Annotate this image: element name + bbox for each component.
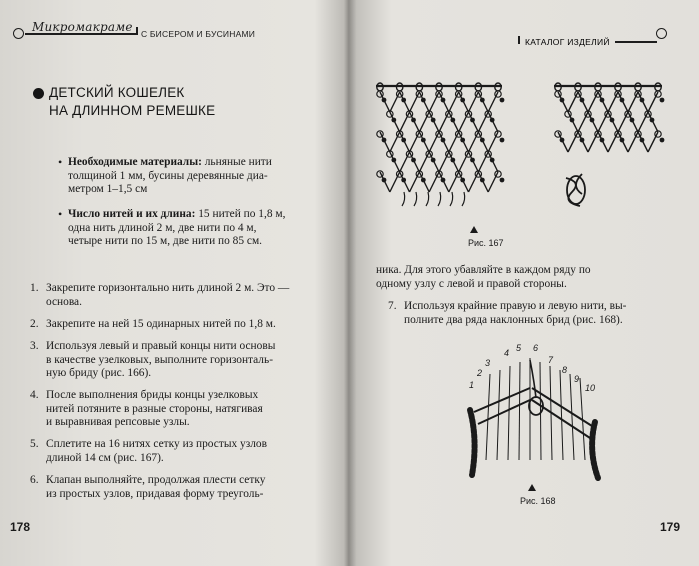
step-text: нитей потяните в разные стороны, натягивая — [46, 402, 263, 415]
bead — [500, 138, 505, 143]
net-thread — [419, 152, 429, 172]
step-text: После выполнения бриды концы узелковых — [46, 389, 259, 401]
holding-cord-right — [592, 422, 598, 478]
net-thread — [469, 132, 479, 152]
bead — [441, 138, 446, 143]
continuation-text — [376, 264, 686, 291]
bead — [431, 118, 436, 123]
bead — [382, 98, 387, 103]
net-thread — [449, 92, 459, 112]
net-thread — [588, 132, 598, 152]
overhand-knot — [377, 171, 383, 177]
net-thread — [478, 152, 488, 172]
bead — [480, 178, 485, 183]
thread-label: 5 — [516, 343, 522, 353]
net-thread — [449, 132, 459, 152]
threads-text: четыре нити по 15 м, две нити по 85 см. — [68, 235, 263, 248]
overhand-knot — [377, 91, 383, 97]
header-ring-icon — [13, 28, 24, 39]
overhand-knot — [377, 131, 383, 137]
net-thread — [578, 112, 588, 132]
bead — [480, 98, 485, 103]
bead — [431, 158, 436, 163]
loose-thread — [438, 192, 441, 206]
bead — [560, 138, 565, 143]
working-thread — [519, 362, 520, 460]
page-number: 178 — [10, 520, 31, 534]
bead — [441, 98, 446, 103]
bead — [640, 138, 645, 143]
holding-cord-left — [470, 410, 475, 475]
bead — [580, 138, 585, 143]
bead — [401, 138, 406, 143]
net-thread — [648, 92, 658, 112]
bead — [382, 138, 387, 143]
loose-thread — [414, 192, 417, 206]
figure-168-diagonal-brides — [460, 340, 610, 485]
step-text: длиной 14 см (рис. 167). — [46, 451, 164, 464]
loose-thread — [426, 192, 429, 206]
bead — [660, 98, 665, 103]
loose-thread — [450, 192, 453, 206]
net-thread — [648, 132, 658, 152]
net-thread — [439, 152, 449, 172]
catalog-label: КАТАЛОГ ИЗДЕЛИЙ — [525, 37, 610, 47]
bead — [470, 118, 475, 123]
net-thread — [588, 92, 598, 112]
header-ring-icon — [656, 28, 667, 39]
overhand-knot — [635, 91, 641, 97]
bead — [490, 118, 495, 123]
working-thread — [486, 374, 490, 460]
bead — [570, 118, 575, 123]
bead — [620, 98, 625, 103]
net-thread — [400, 112, 410, 132]
right-page — [352, 0, 699, 566]
threads-label: Число нитей и их длина: — [68, 208, 196, 220]
bead — [460, 178, 465, 183]
pointer-triangle-icon — [470, 226, 478, 233]
step-number: 6. — [30, 474, 39, 486]
bead — [421, 98, 426, 103]
net-thread — [390, 132, 400, 152]
bead — [450, 118, 455, 123]
step-text: Используя крайние правую и левую нити, вы- — [404, 300, 627, 312]
materials-text: метром 1–1,5 см — [68, 183, 148, 196]
net-thread — [419, 112, 429, 132]
net-thread — [410, 172, 420, 192]
overhand-knot — [655, 91, 661, 97]
bead — [450, 158, 455, 163]
net-thread — [568, 92, 578, 112]
figure-168-caption: Рис. 168 — [520, 496, 556, 506]
bead — [460, 138, 465, 143]
overhand-knot — [595, 91, 601, 97]
bead — [421, 138, 426, 143]
overhand-knot — [555, 91, 561, 97]
figure-167-knot — [552, 78, 667, 208]
step-text: Сплетите на 16 нитях сетку из простых узлов — [46, 438, 267, 450]
thread-label: 8 — [562, 365, 568, 375]
step-text: ную бриду (рис. 166). — [46, 367, 152, 380]
net-thread — [390, 92, 400, 112]
materials-item — [58, 155, 333, 197]
overhand-knot — [475, 91, 481, 97]
bullet-dot-icon: • — [58, 207, 63, 221]
step-text: в качестве узелковых, выполните горизонталь- — [46, 353, 273, 366]
bead — [401, 178, 406, 183]
bead — [600, 138, 605, 143]
net-thread — [390, 172, 400, 192]
overhand-knot — [455, 91, 461, 97]
header-rule-tick — [136, 27, 138, 35]
bead — [490, 158, 495, 163]
net-thread — [488, 132, 498, 152]
bead — [411, 158, 416, 163]
bead — [580, 98, 585, 103]
bead — [391, 158, 396, 163]
step-text: полните два ряда наклонных брид (рис. 168). — [404, 313, 623, 326]
step-text: Клапан выполняйте, продолжая плести сетку — [46, 474, 266, 486]
loose-thread — [462, 192, 465, 206]
step-number: 7. — [388, 300, 397, 312]
step-text: Закрепите горизонтально нить длиной 2 м. Это — — [46, 282, 290, 294]
bullet-dot-icon: • — [58, 155, 63, 169]
net-thread — [488, 172, 498, 192]
threads-item — [58, 207, 333, 249]
net-thread — [459, 152, 469, 172]
thread-label: 6 — [533, 343, 539, 353]
overhand-knot — [495, 91, 501, 97]
page-number: 179 — [660, 520, 681, 534]
overhand-knot — [575, 91, 581, 97]
net-thread — [400, 152, 410, 172]
thread-label: 10 — [585, 383, 596, 393]
title-bullet — [33, 88, 44, 99]
bead — [650, 118, 655, 123]
net-thread — [449, 172, 459, 192]
thread-label: 2 — [477, 368, 483, 378]
article-title — [49, 84, 215, 120]
bead — [630, 118, 635, 123]
net-thread — [488, 92, 498, 112]
overhand-knot — [555, 131, 561, 137]
knot-strand — [576, 174, 582, 194]
bead — [470, 158, 475, 163]
pointer-triangle-icon — [528, 484, 536, 491]
net-thread — [608, 92, 618, 112]
thread-label: 3 — [485, 358, 491, 368]
net-thread — [439, 112, 449, 132]
bead — [480, 138, 485, 143]
net-thread — [429, 132, 439, 152]
diagonal-bride — [474, 388, 530, 412]
net-thread — [628, 132, 638, 152]
article-title-line-2: НА ДЛИННОМ РЕМЕШКЕ — [49, 103, 216, 118]
knotting-thread — [530, 360, 536, 398]
net-thread — [618, 112, 628, 132]
threads-text: одна нить длиной 2 м, две нити по 4 м, — [68, 221, 257, 234]
left-page — [0, 0, 344, 566]
net-thread — [608, 132, 618, 152]
step-text: Закрепите на ней 15 одинарных нитей по 1,8 м. — [46, 318, 276, 330]
working-thread — [560, 370, 563, 460]
overhand-knot — [396, 91, 402, 97]
series-subtitle: С БИСЕРОМ И БУСИНАМИ — [141, 29, 256, 39]
continuation-line: ника. Для этого убавляйте в каждом ряду по — [376, 264, 591, 276]
bead — [660, 138, 665, 143]
net-thread — [598, 112, 608, 132]
materials-label: Необходимые материалы: — [68, 156, 202, 168]
header-rule — [615, 41, 657, 43]
article-title-line-1: ДЕТСКИЙ КОШЕЛЕК — [49, 85, 185, 100]
bead — [382, 178, 387, 183]
materials-text: толщиной 1 мм, бусины деревянные диа- — [68, 169, 268, 182]
overhand-knot — [436, 91, 442, 97]
step-number: 5. — [30, 438, 39, 450]
step-text: из простых узлов, придавая форму треуголь- — [46, 487, 264, 500]
bead — [560, 98, 565, 103]
net-thread — [638, 112, 648, 132]
net-thread — [628, 92, 638, 112]
net-thread — [469, 92, 479, 112]
series-title: Микромакраме — [32, 20, 133, 34]
bead — [441, 178, 446, 183]
net-thread — [478, 112, 488, 132]
materials-text: льняные нити — [201, 156, 272, 168]
bead — [610, 118, 615, 123]
step-number: 4. — [30, 389, 39, 401]
figure-167-caption: Рис. 167 — [468, 238, 504, 248]
threads-text: 15 нитей по 1,8 м, — [195, 208, 286, 220]
step-text: и выравнивая репсовые узлы. — [46, 416, 190, 429]
net-thread — [429, 172, 439, 192]
bead — [421, 178, 426, 183]
bead — [391, 118, 396, 123]
step-number: 2. — [30, 318, 39, 330]
step-number: 3. — [30, 340, 39, 352]
thread-label: 7 — [548, 355, 554, 365]
net-thread — [429, 92, 439, 112]
net-thread — [459, 112, 469, 132]
bead — [401, 98, 406, 103]
thread-label: 1 — [469, 380, 475, 390]
step-number: 1. — [30, 282, 39, 294]
bead — [600, 98, 605, 103]
step-text: основа. — [46, 295, 82, 308]
net-thread — [410, 92, 420, 112]
figure-167-net — [374, 78, 504, 208]
thread-label: 4 — [504, 348, 510, 358]
thread-label: 9 — [574, 374, 580, 384]
working-thread — [570, 374, 574, 460]
overhand-knot — [416, 91, 422, 97]
bead — [460, 98, 465, 103]
bead — [590, 118, 595, 123]
diagonal-bride — [478, 400, 530, 424]
continuation-line: одному узлу с левой и правой стороны. — [376, 277, 567, 290]
net-thread — [469, 172, 479, 192]
working-thread — [508, 366, 510, 460]
bead — [640, 98, 645, 103]
bead — [411, 118, 416, 123]
step-text: Используя левый и правый концы нити основы — [46, 340, 276, 352]
header-rule-tick — [518, 36, 520, 44]
bead — [500, 98, 505, 103]
knot-loop — [567, 176, 585, 204]
net-thread — [568, 132, 578, 152]
loose-thread — [402, 192, 405, 206]
bead — [500, 178, 505, 183]
net-thread — [410, 132, 420, 152]
overhand-knot — [615, 91, 621, 97]
bead — [620, 138, 625, 143]
